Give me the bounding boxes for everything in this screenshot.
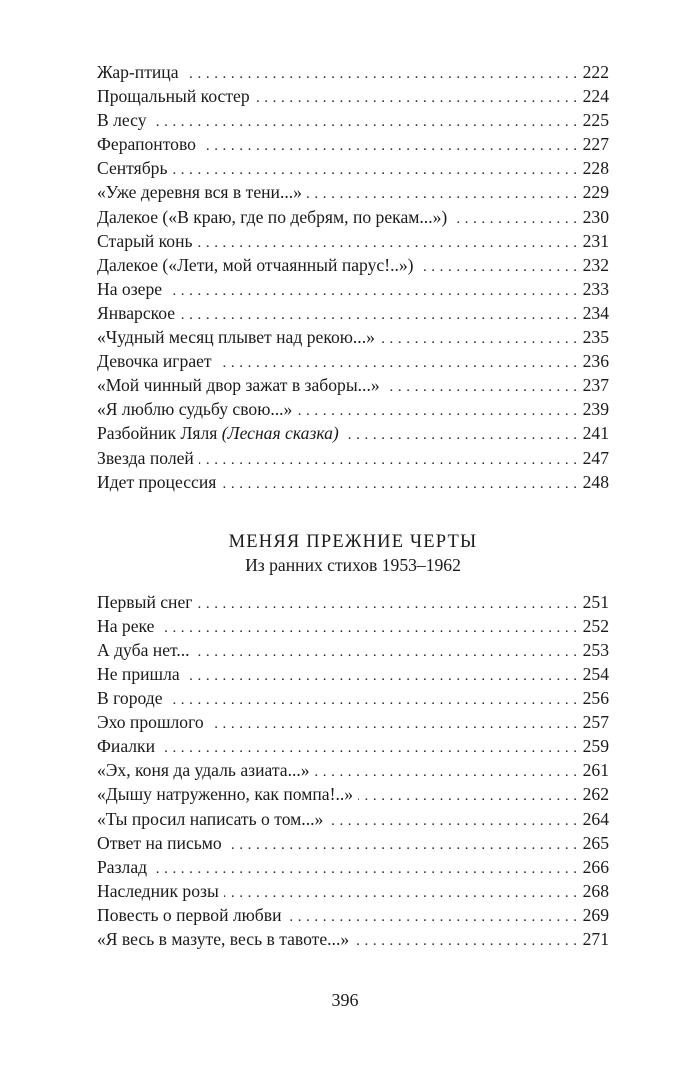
- toc-entry-page: 269: [582, 904, 609, 925]
- toc-entry: [97, 782, 609, 806]
- toc-entry: [97, 470, 609, 494]
- toc-entry: [97, 855, 609, 879]
- toc-entry-page: 247: [582, 447, 609, 468]
- toc-entry-page: 268: [582, 880, 609, 901]
- toc-entry: [97, 710, 609, 734]
- dot-leader: [224, 881, 582, 905]
- dot-leader: [198, 231, 582, 255]
- toc-entry: [97, 325, 609, 349]
- toc-entry-title: Прощальный костер: [97, 86, 250, 107]
- dot-leader: [315, 760, 582, 784]
- toc-entry-title: Идет процессия: [97, 471, 217, 492]
- dot-leader: [255, 86, 582, 110]
- toc-entry-page: 241: [582, 423, 609, 444]
- toc-list-part2: [97, 590, 609, 951]
- toc-entry: [97, 421, 609, 445]
- dot-leader: [227, 833, 582, 857]
- dot-leader: [184, 62, 582, 86]
- toc-entry-page: 228: [582, 158, 609, 179]
- toc-entry-page: 256: [582, 688, 609, 709]
- toc-list-part1: [97, 60, 609, 494]
- toc-entry-title: Сентябрь: [97, 158, 168, 179]
- toc-entry-title: Эхо прошлого: [97, 712, 204, 733]
- dot-leader: [159, 616, 581, 640]
- toc-entry: [97, 638, 609, 662]
- toc-entry-title: Далекое («В краю, где по дебрям, по рекам...»): [97, 206, 448, 227]
- toc-entry-page: 236: [582, 351, 609, 372]
- dot-leader: [385, 375, 582, 399]
- toc-entry: [97, 831, 609, 855]
- dot-leader: [217, 351, 582, 375]
- toc-entry: [97, 734, 609, 758]
- dot-leader: [287, 905, 582, 929]
- toc-entry-page: 266: [582, 856, 609, 877]
- dot-leader: [452, 207, 581, 231]
- toc-entry-title: В городе: [97, 688, 163, 709]
- toc-entry: [97, 253, 609, 277]
- toc-entry-page: 239: [582, 399, 609, 420]
- toc-entry-title-text: Разбойник Ляля: [97, 423, 218, 444]
- toc-entry: [97, 446, 609, 470]
- section-heading: [97, 530, 609, 576]
- toc-entry-page: 232: [582, 254, 609, 275]
- toc-entry-subtitle-italic: (Лесная сказка): [221, 423, 339, 444]
- toc-entry-page: 251: [582, 591, 609, 612]
- toc-entry-page: 257: [582, 712, 609, 733]
- toc-entry: [97, 60, 609, 84]
- toc-entry: [97, 84, 609, 108]
- toc-entry-title: На реке: [97, 615, 155, 636]
- toc-entry-page: 225: [582, 110, 609, 131]
- section-subtitle: Из ранних стихов 1953–1962: [245, 554, 461, 575]
- dot-leader: [152, 857, 582, 881]
- toc-entry-page: 233: [582, 278, 609, 299]
- toc-entry: [97, 590, 609, 614]
- toc-entry: [97, 229, 609, 253]
- toc-entry: [97, 903, 609, 927]
- toc-entry: [97, 807, 609, 831]
- toc-entry: [97, 927, 609, 951]
- toc-entry-title: Далекое («Лети, мой отчаянный парус!..»): [97, 254, 414, 275]
- dot-leader: [221, 472, 581, 496]
- toc-entry-page: 229: [582, 182, 609, 203]
- dot-leader: [152, 110, 582, 134]
- toc-entry-page: 237: [582, 375, 609, 396]
- toc-entry-title: «Уже деревня вся в тени...»: [97, 182, 302, 203]
- toc-entry: [97, 373, 609, 397]
- toc-entry-page: 224: [582, 86, 609, 107]
- dot-leader: [180, 303, 581, 327]
- toc-entry-title: «Ты просил написать о том...»: [97, 808, 324, 829]
- toc-entry: [97, 686, 609, 710]
- toc-entry-title: В лесу: [97, 110, 147, 131]
- dot-leader: [173, 158, 582, 182]
- toc-entry-title: Ответ на письмо: [97, 832, 222, 853]
- toc-entry-title: На озере: [97, 278, 163, 299]
- dot-leader: [328, 809, 581, 833]
- toc-entry-title: Ферапонтово: [97, 134, 196, 155]
- toc-entry-page: 235: [582, 327, 609, 348]
- toc-entry: [97, 205, 609, 229]
- toc-entry: [97, 397, 609, 421]
- toc-entry-page: 234: [582, 302, 609, 323]
- dot-leader: [168, 688, 582, 712]
- toc-entry: [97, 108, 609, 132]
- toc-entry-page: 261: [582, 760, 609, 781]
- dot-leader: [160, 736, 582, 760]
- toc-entry-title: А дуба нет...: [97, 639, 190, 660]
- table-of-contents: [97, 60, 609, 951]
- toc-entry-title: «Я люблю судьбу свою...»: [97, 399, 293, 420]
- toc-entry-page: 227: [582, 134, 609, 155]
- dot-leader: [198, 592, 582, 616]
- page-number: 396: [331, 990, 359, 1010]
- dot-leader: [199, 448, 582, 472]
- toc-entry: [97, 758, 609, 782]
- toc-entry-title: Январское: [97, 302, 176, 323]
- toc-entry: [97, 132, 609, 156]
- toc-entry: [97, 614, 609, 638]
- dot-leader: [167, 279, 582, 303]
- section-title: МЕНЯЯ ПРЕЖНИЕ ЧЕРТЫ: [228, 531, 478, 552]
- toc-entry-title: «Эх, коня да удаль азиата...»: [97, 760, 310, 781]
- toc-entry-page: 265: [582, 832, 609, 853]
- toc-entry-page: 254: [582, 663, 609, 684]
- toc-entry: [97, 277, 609, 301]
- dot-leader: [201, 134, 582, 158]
- toc-entry-title: Первый снег: [97, 591, 193, 612]
- toc-entry-title: «Чудный месяц плывет над рекою...»: [97, 327, 375, 348]
- toc-entry-page: 264: [582, 808, 609, 829]
- toc-entry-title: «Мой чинный двор зажат в заборы...»: [97, 375, 380, 396]
- dot-leader: [358, 784, 582, 808]
- toc-entry-title: Повесть о первой любви: [97, 904, 282, 925]
- toc-entry-title: Жар-птица: [97, 62, 179, 82]
- toc-entry: [97, 156, 609, 180]
- toc-entry-title: Девочка играет: [97, 351, 212, 372]
- toc-entry-page: 230: [582, 206, 609, 227]
- toc-entry: [97, 349, 609, 373]
- toc-entry: [97, 180, 609, 204]
- toc-entry-page: 253: [582, 639, 609, 660]
- toc-entry-title: Фиалки: [97, 736, 156, 757]
- toc-entry-page: 259: [582, 736, 609, 757]
- toc-entry-page: 252: [582, 615, 609, 636]
- toc-entry-page: 248: [582, 471, 609, 492]
- toc-entry: [97, 301, 609, 325]
- dot-leader: [297, 399, 581, 423]
- toc-entry-page: 262: [582, 784, 609, 805]
- dot-leader: [380, 327, 582, 351]
- toc-entry-page: 222: [582, 62, 609, 82]
- toc-entry-title: «Я весь в мазуте, весь в тавоте...»: [97, 929, 350, 949]
- dot-leader: [307, 182, 582, 206]
- toc-entry-title: «Дышу натруженно, как помпа!..»: [97, 784, 354, 805]
- toc-entry-title: Разлад: [97, 856, 148, 877]
- toc-entry: [97, 879, 609, 903]
- dot-leader: [354, 929, 581, 953]
- toc-entry-title: Звезда полей: [97, 447, 194, 468]
- toc-entry-title: Наследник розы: [97, 880, 219, 901]
- toc-entry-page: 271: [582, 929, 609, 949]
- toc-entry-page: 231: [582, 230, 609, 251]
- dot-leader: [185, 664, 582, 688]
- toc-entry-title: [97, 421, 344, 445]
- toc-entry-title: Старый конь: [97, 230, 193, 251]
- toc-entry: [97, 662, 609, 686]
- dot-leader: [209, 712, 582, 736]
- toc-entry-title: Не пришла: [97, 663, 180, 684]
- dot-leader: [195, 640, 582, 664]
- dot-leader: [419, 255, 582, 279]
- dot-leader: [344, 423, 582, 447]
